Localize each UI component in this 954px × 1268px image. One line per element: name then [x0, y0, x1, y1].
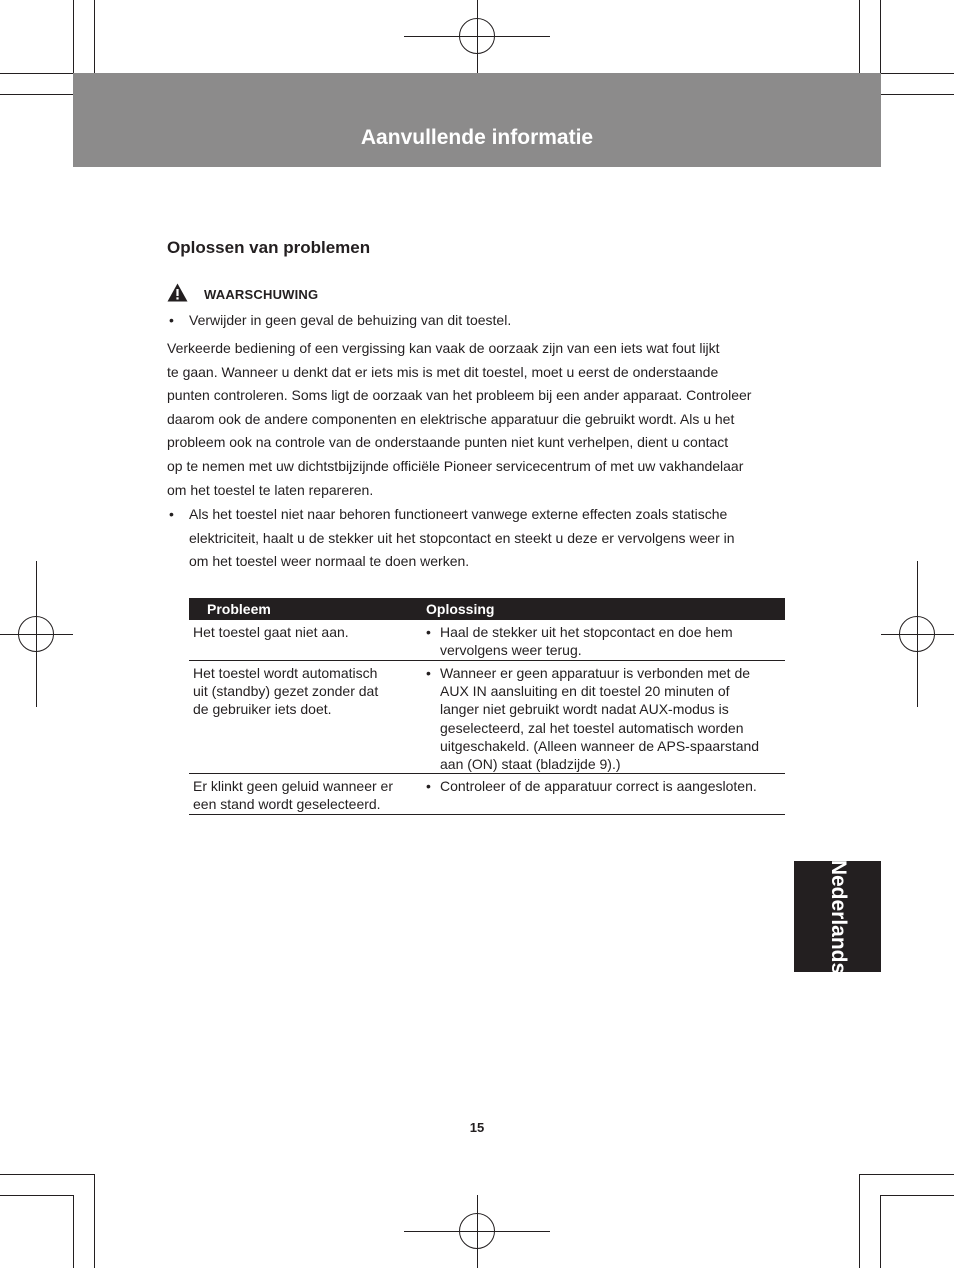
solution-text: vervolgens weer terug.	[440, 642, 582, 659]
bullet-text: Verwijder in geen geval de behuizing van dit toestel.	[189, 312, 512, 328]
solution-text: langer niet gebruikt wordt nadat AUX-modus is	[440, 701, 729, 718]
header-band	[73, 73, 881, 167]
bullet-text-line: elektriciteit, haalt u de stekker uit het stopcontact en steekt u deze er vervolgens weer in	[189, 529, 735, 546]
table-header	[189, 598, 785, 620]
solution-cell	[440, 664, 759, 773]
solution-text: AUX IN aansluiting en dit toestel 20 minuten of	[440, 683, 730, 700]
problem-cell	[193, 623, 415, 641]
paragraph-line: probleem ook na controle van de onderstaande punten niet kunt verhelpen, dient u contact	[167, 434, 729, 451]
page-number: 15	[469, 1120, 485, 1135]
language-side-tab	[794, 861, 881, 972]
solution-text: Haal de stekker uit het stopcontact en doe hem	[440, 624, 733, 640]
header-title: Aanvullende informatie	[360, 126, 594, 149]
language-label: Nederlands	[826, 859, 850, 974]
bullet-dot: •	[426, 778, 431, 794]
problem-cell	[193, 664, 415, 719]
bullet-text-line: om het toestel weer normaal te doen werken.	[189, 553, 470, 570]
table-row	[189, 620, 785, 661]
paragraph-line: Verkeerde bediening of een vergissing kan vaak de oorzaak zijn van een iets wat fout lijkt	[167, 340, 720, 356]
table-row	[189, 774, 785, 815]
solution-text: aan (ON) staat (bladzijde 9).)	[440, 756, 621, 773]
solution-text: Controleer of de apparatuur correct is aangesloten.	[440, 778, 757, 794]
bullet-dot: •	[426, 624, 431, 640]
solution-cell	[440, 777, 757, 795]
table-row	[189, 661, 785, 774]
paragraph-line: om het toestel te laten repareren.	[167, 481, 374, 498]
intro-paragraph	[167, 337, 787, 502]
bullet-dot: •	[169, 506, 174, 522]
bullet-text-line: Als het toestel niet naar behoren functioneert vanwege externe effecten zoals statische	[189, 506, 728, 522]
problem-text: uit (standby) gezet zonder dat	[193, 683, 379, 700]
problem-cell	[193, 777, 415, 813]
bullet-dot: •	[169, 312, 174, 328]
column-header-problem: Probleem	[207, 601, 271, 617]
problem-text: Er klinkt geen geluid wanneer er	[193, 778, 394, 794]
troubleshooting-table	[189, 598, 785, 815]
solution-text: Wanneer er geen apparatuur is verbonden met de	[440, 665, 751, 681]
bullet-dot: •	[426, 665, 431, 681]
solution-text: uitgeschakeld. (Alleen wanneer de APS-spaarstand	[440, 737, 760, 754]
warning-label: WAARSCHUWING	[204, 287, 319, 302]
column-header-solution: Oplossing	[426, 601, 495, 617]
problem-text: Het toestel gaat niet aan.	[193, 624, 349, 640]
solution-text: geselecteerd, zal het toestel automatisch worden	[440, 719, 744, 736]
problem-text: een stand wordt geselecteerd.	[193, 796, 381, 813]
section-title: Oplossen van problemen	[167, 238, 371, 257]
paragraph-line: te gaan. Wanneer u denkt dat er iets mis is met dit toestel, moet u eerst de onderstaande	[167, 363, 719, 380]
warning-triangle-icon	[167, 283, 188, 302]
problem-text: Het toestel wordt automatisch	[193, 665, 378, 681]
paragraph-line: punten controleren. Soms ligt de oorzaak van het probleem bij een ander apparaat. Controleer	[167, 387, 752, 404]
paragraph-line: op te nemen met uw dichtstbijzijnde officiële Pioneer servicecentrum of met uw vakhandelaar	[167, 457, 744, 474]
solution-cell	[440, 623, 733, 659]
problem-text: de gebruiker iets doet.	[193, 701, 332, 718]
paragraph-line: daarom ook de andere componenten en elektrische apparatuur die gebruikt wordt. Als u het	[167, 410, 735, 427]
